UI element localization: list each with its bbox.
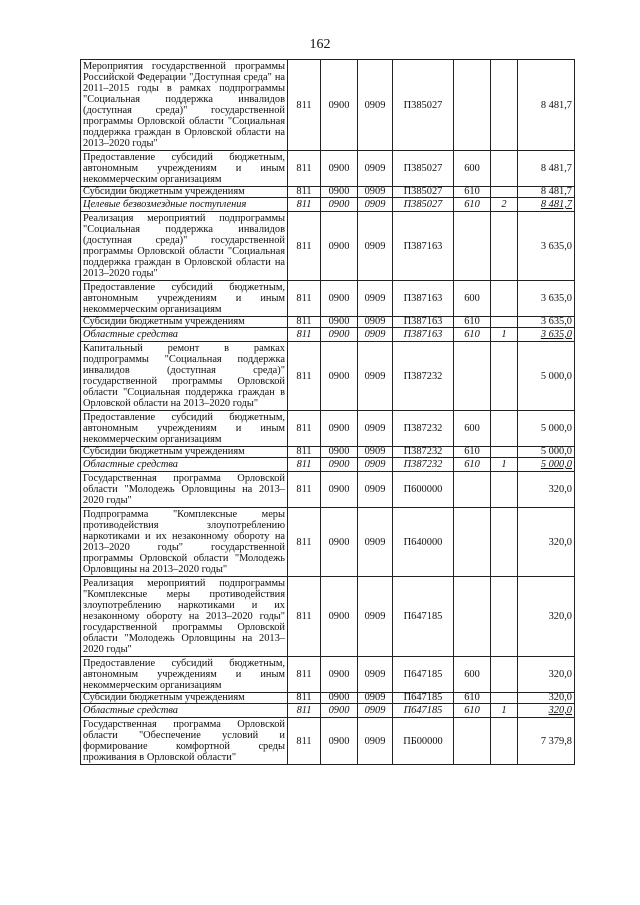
- amount-cell: 3 635,0: [518, 281, 575, 317]
- row-name-cell: Субсидии бюджетным учреждениям: [81, 447, 288, 458]
- subsection-code-cell: 0909: [358, 342, 393, 411]
- row-name-cell: Государственная программа Орловской области "Обеспечение условий и формирование комфортной среды проживания в Орловской области": [81, 718, 288, 765]
- target-article-cell: П385027: [393, 60, 454, 151]
- subsection-code-cell: 0909: [358, 151, 393, 187]
- funding-source-cell: 1: [491, 704, 518, 718]
- target-article-cell: П640000: [393, 508, 454, 577]
- expense-type-cell: [454, 718, 491, 765]
- target-article-cell: П387232: [393, 458, 454, 472]
- section-code-cell: 0900: [321, 577, 358, 657]
- subsection-code-cell: 0909: [358, 281, 393, 317]
- ministry-code-cell: 811: [288, 508, 321, 577]
- row-name-cell: Субсидии бюджетным учреждениям: [81, 187, 288, 198]
- section-code-cell: 0900: [321, 447, 358, 458]
- table-row: [81, 458, 575, 472]
- target-article-cell: П387163: [393, 212, 454, 281]
- subsection-code-cell: 0909: [358, 447, 393, 458]
- target-article-cell: П385027: [393, 151, 454, 187]
- expense-type-cell: 610: [454, 458, 491, 472]
- row-name-cell: Государственная программа Орловской области "Молодежь Орловщины на 2013–2020 годы": [81, 472, 288, 508]
- funding-source-cell: [491, 508, 518, 577]
- row-name-cell: Реализация мероприятий подпрограммы "Комплексные меры противодействия злоупотреблению наркотиками и их незаконному обороту на 2013–2020 годы" государственной программы Орловской области "Молодежь Орловщины на 2013–2020 годы": [81, 577, 288, 657]
- amount-cell: 5 000,0: [518, 411, 575, 447]
- section-code-cell: 0900: [321, 342, 358, 411]
- row-name-cell: Целевые безвозмездные поступления: [81, 198, 288, 212]
- subsection-code-cell: 0909: [358, 60, 393, 151]
- ministry-code-cell: 811: [288, 60, 321, 151]
- table-row: [81, 198, 575, 212]
- ministry-code-cell: 811: [288, 704, 321, 718]
- ministry-code-cell: 811: [288, 447, 321, 458]
- ministry-code-cell: 811: [288, 151, 321, 187]
- expense-type-cell: [454, 508, 491, 577]
- section-code-cell: 0900: [321, 718, 358, 765]
- expense-type-cell: 610: [454, 187, 491, 198]
- table-row: [81, 342, 575, 411]
- ministry-code-cell: 811: [288, 411, 321, 447]
- expense-type-cell: [454, 342, 491, 411]
- row-name-cell: Реализация мероприятий подпрограммы "Социальная поддержка инвалидов (доступная среда)" государственной программы Орловской области "Социальная поддержка граждан в Орловской области на 2013–2020 годы": [81, 212, 288, 281]
- amount-cell: 320,0: [518, 508, 575, 577]
- row-name-cell: Капитальный ремонт в рамках подпрограммы "Социальная поддержка инвалидов (доступная среда)" государственной программы Орловской области "Социальная поддержка граждан в Орловской области на 2013–2020 годы": [81, 342, 288, 411]
- ministry-code-cell: 811: [288, 472, 321, 508]
- ministry-code-cell: 811: [288, 577, 321, 657]
- expense-type-cell: 610: [454, 704, 491, 718]
- expense-type-cell: 600: [454, 151, 491, 187]
- section-code-cell: 0900: [321, 704, 358, 718]
- section-code-cell: 0900: [321, 317, 358, 328]
- ministry-code-cell: 811: [288, 718, 321, 765]
- ministry-code-cell: 811: [288, 281, 321, 317]
- target-article-cell: П647185: [393, 657, 454, 693]
- amount-cell: 3 635,0: [518, 317, 575, 328]
- table-row: [81, 704, 575, 718]
- row-name-cell: Предоставление субсидий бюджетным, автономным учреждениям и иным некоммерческим организациям: [81, 657, 288, 693]
- funding-source-cell: 2: [491, 198, 518, 212]
- funding-source-cell: [491, 693, 518, 704]
- amount-cell: 5 000,0: [518, 458, 575, 472]
- target-article-cell: П647185: [393, 577, 454, 657]
- table-row: [81, 317, 575, 328]
- table-row: [81, 151, 575, 187]
- expense-type-cell: 610: [454, 317, 491, 328]
- row-name-cell: Субсидии бюджетным учреждениям: [81, 693, 288, 704]
- expense-type-cell: [454, 60, 491, 151]
- target-article-cell: П387163: [393, 281, 454, 317]
- funding-source-cell: 1: [491, 458, 518, 472]
- row-name-cell: Областные средства: [81, 328, 288, 342]
- target-article-cell: П385027: [393, 187, 454, 198]
- table-row: [81, 411, 575, 447]
- expense-type-cell: 600: [454, 657, 491, 693]
- amount-cell: 3 635,0: [518, 328, 575, 342]
- section-code-cell: 0900: [321, 508, 358, 577]
- expense-type-cell: [454, 472, 491, 508]
- section-code-cell: 0900: [321, 472, 358, 508]
- section-code-cell: 0900: [321, 198, 358, 212]
- funding-source-cell: [491, 718, 518, 765]
- funding-source-cell: [491, 317, 518, 328]
- target-article-cell: П387232: [393, 342, 454, 411]
- subsection-code-cell: 0909: [358, 704, 393, 718]
- table-body: [81, 60, 575, 765]
- section-code-cell: 0900: [321, 657, 358, 693]
- amount-cell: 7 379,8: [518, 718, 575, 765]
- subsection-code-cell: 0909: [358, 411, 393, 447]
- section-code-cell: 0900: [321, 411, 358, 447]
- amount-cell: 320,0: [518, 577, 575, 657]
- subsection-code-cell: 0909: [358, 198, 393, 212]
- amount-cell: 5 000,0: [518, 447, 575, 458]
- target-article-cell: П387232: [393, 447, 454, 458]
- subsection-code-cell: 0909: [358, 657, 393, 693]
- table-row: [81, 472, 575, 508]
- funding-source-cell: [491, 472, 518, 508]
- table-row: [81, 577, 575, 657]
- expense-type-cell: 610: [454, 198, 491, 212]
- table-row: [81, 328, 575, 342]
- subsection-code-cell: 0909: [358, 577, 393, 657]
- target-article-cell: П387163: [393, 317, 454, 328]
- ministry-code-cell: 811: [288, 458, 321, 472]
- amount-cell: 320,0: [518, 657, 575, 693]
- amount-cell: 3 635,0: [518, 212, 575, 281]
- section-code-cell: 0900: [321, 693, 358, 704]
- section-code-cell: 0900: [321, 281, 358, 317]
- expense-type-cell: 600: [454, 281, 491, 317]
- funding-source-cell: [491, 281, 518, 317]
- section-code-cell: 0900: [321, 151, 358, 187]
- subsection-code-cell: 0909: [358, 508, 393, 577]
- target-article-cell: П600000: [393, 472, 454, 508]
- amount-cell: 5 000,0: [518, 342, 575, 411]
- funding-source-cell: [491, 577, 518, 657]
- ministry-code-cell: 811: [288, 198, 321, 212]
- table-row: [81, 718, 575, 765]
- target-article-cell: П647185: [393, 693, 454, 704]
- section-code-cell: 0900: [321, 458, 358, 472]
- amount-cell: 320,0: [518, 472, 575, 508]
- subsection-code-cell: 0909: [358, 693, 393, 704]
- expense-type-cell: 610: [454, 693, 491, 704]
- expense-type-cell: [454, 212, 491, 281]
- section-code-cell: 0900: [321, 60, 358, 151]
- row-name-cell: Мероприятия государственной программы Российской Федерации "Доступная среда" на 2011–2015 годы в рамках подпрограммы "Социальная поддержка инвалидов (доступная среда)" государственной программы Орловской области "Социальная поддержка граждан в Орловской области на 2013–2020 годы": [81, 60, 288, 151]
- funding-source-cell: [491, 447, 518, 458]
- funding-source-cell: [491, 342, 518, 411]
- amount-cell: 320,0: [518, 704, 575, 718]
- funding-source-cell: [491, 657, 518, 693]
- row-name-cell: Подпрограмма "Комплексные меры противодействия злоупотреблению наркотиками и их незаконному обороту на 2013–2020 годы" государственной программы Орловской области "Молодежь Орловщины на 2013–2020 годы": [81, 508, 288, 577]
- subsection-code-cell: 0909: [358, 187, 393, 198]
- subsection-code-cell: 0909: [358, 458, 393, 472]
- table-row: [81, 508, 575, 577]
- section-code-cell: 0900: [321, 328, 358, 342]
- subsection-code-cell: 0909: [358, 328, 393, 342]
- amount-cell: 8 481,7: [518, 60, 575, 151]
- funding-source-cell: [491, 187, 518, 198]
- ministry-code-cell: 811: [288, 657, 321, 693]
- amount-cell: 320,0: [518, 693, 575, 704]
- budget-table: [80, 59, 575, 765]
- amount-cell: 8 481,7: [518, 151, 575, 187]
- target-article-cell: ПБ00000: [393, 718, 454, 765]
- row-name-cell: Субсидии бюджетным учреждениям: [81, 317, 288, 328]
- subsection-code-cell: 0909: [358, 317, 393, 328]
- funding-source-cell: [491, 411, 518, 447]
- table-row: [81, 212, 575, 281]
- target-article-cell: П387163: [393, 328, 454, 342]
- row-name-cell: Предоставление субсидий бюджетным, автономным учреждениям и иным некоммерческим организациям: [81, 281, 288, 317]
- amount-cell: 8 481,7: [518, 187, 575, 198]
- subsection-code-cell: 0909: [358, 718, 393, 765]
- ministry-code-cell: 811: [288, 212, 321, 281]
- ministry-code-cell: 811: [288, 328, 321, 342]
- ministry-code-cell: 811: [288, 693, 321, 704]
- funding-source-cell: [491, 212, 518, 281]
- subsection-code-cell: 0909: [358, 472, 393, 508]
- ministry-code-cell: 811: [288, 342, 321, 411]
- row-name-cell: Областные средства: [81, 458, 288, 472]
- ministry-code-cell: 811: [288, 317, 321, 328]
- ministry-code-cell: 811: [288, 187, 321, 198]
- section-code-cell: 0900: [321, 212, 358, 281]
- expense-type-cell: 610: [454, 328, 491, 342]
- subsection-code-cell: 0909: [358, 212, 393, 281]
- table-row: [81, 693, 575, 704]
- target-article-cell: П647185: [393, 704, 454, 718]
- table-row: [81, 187, 575, 198]
- table-row: [81, 60, 575, 151]
- table-row: [81, 657, 575, 693]
- page-number: 162: [309, 37, 331, 52]
- row-name-cell: Предоставление субсидий бюджетным, автономным учреждениям и иным некоммерческим организациям: [81, 411, 288, 447]
- table-row: [81, 281, 575, 317]
- expense-type-cell: 600: [454, 411, 491, 447]
- row-name-cell: Областные средства: [81, 704, 288, 718]
- funding-source-cell: 1: [491, 328, 518, 342]
- funding-source-cell: [491, 60, 518, 151]
- target-article-cell: П385027: [393, 198, 454, 212]
- row-name-cell: Предоставление субсидий бюджетным, автономным учреждениям и иным некоммерческим организациям: [81, 151, 288, 187]
- section-code-cell: 0900: [321, 187, 358, 198]
- target-article-cell: П387232: [393, 411, 454, 447]
- expense-type-cell: 610: [454, 447, 491, 458]
- expense-type-cell: [454, 577, 491, 657]
- amount-cell: 8 481,7: [518, 198, 575, 212]
- funding-source-cell: [491, 151, 518, 187]
- table-row: [81, 447, 575, 458]
